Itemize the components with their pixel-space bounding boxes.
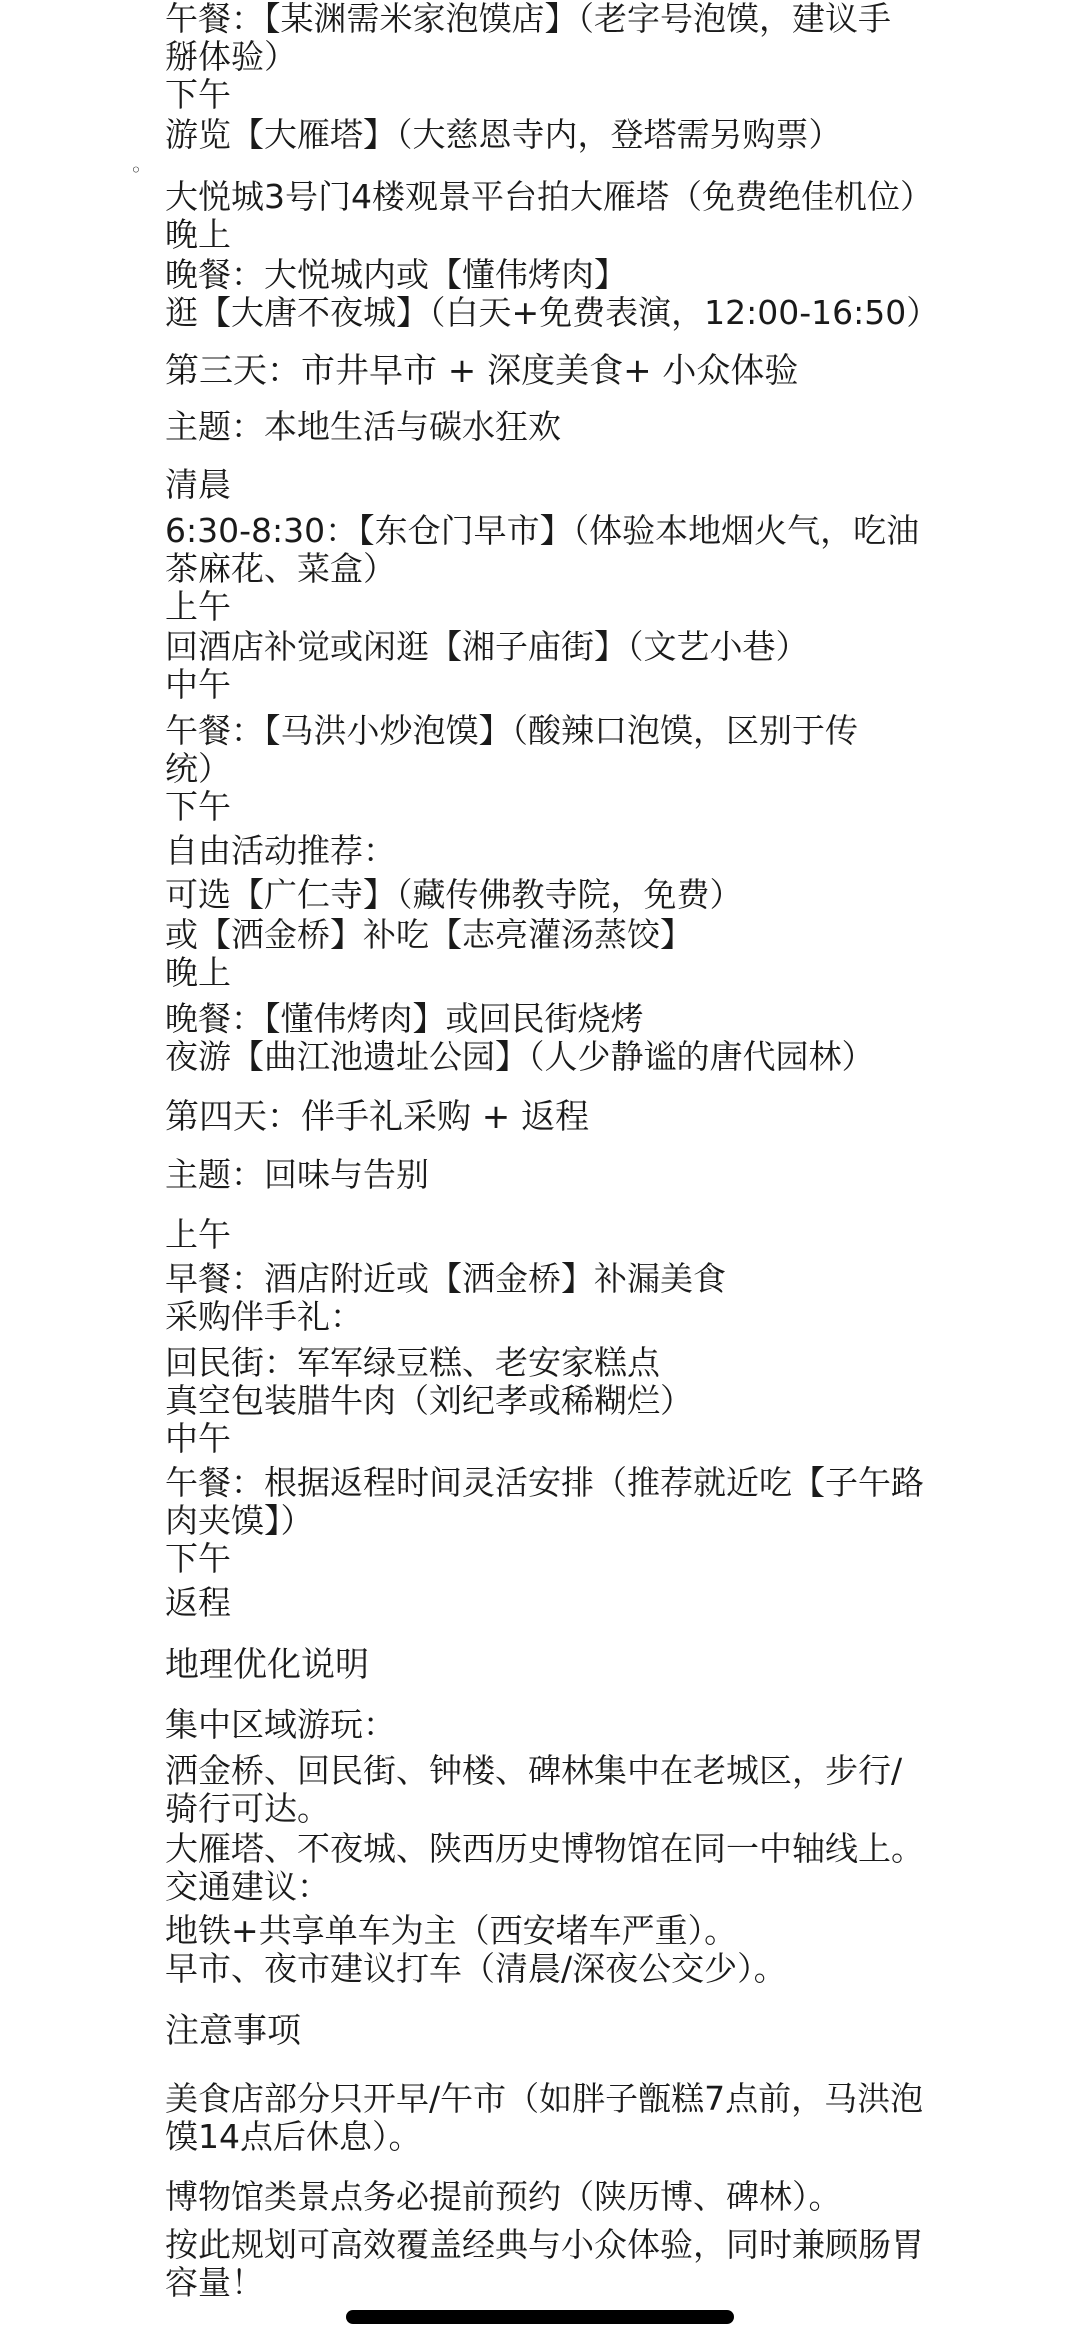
section-heading: 第三天：市井早市 + 深度美食+ 小众体验 bbox=[165, 351, 799, 391]
text-line: 中午 bbox=[165, 1419, 231, 1458]
text-line: 清晨 bbox=[165, 465, 231, 504]
text-line: 逛【大唐不夜城】（白天+免费表演，12:00-16:50） bbox=[165, 293, 940, 332]
text-line: 主题：本地生活与碳水狂欢 bbox=[165, 407, 561, 446]
text-line: 博物馆类景点务必提前预约（陕历博、碑林）。 bbox=[165, 2177, 842, 2216]
bullet-icon: ◦ bbox=[130, 158, 142, 182]
text-line: 或【洒金桥】补吃【志亮灌汤蒸饺】 bbox=[165, 915, 693, 954]
text-line: 晚餐：大悦城内或【懂伟烤肉】 bbox=[165, 255, 627, 294]
home-indicator[interactable] bbox=[346, 2310, 734, 2324]
text-line: 午餐：根据返程时间灵活安排（推荐就近吃【子午路 bbox=[165, 1463, 924, 1502]
text-line: 早市、夜市建议打车（清晨/深夜公交少）。 bbox=[165, 1949, 787, 1988]
text-line: 美食店部分只开早/午市（如胖子甑糕7点前，马洪泡 bbox=[165, 2079, 924, 2118]
text-line: 早餐：酒店附近或【洒金桥】补漏美食 bbox=[165, 1259, 726, 1298]
text-line: 游览【大雁塔】（大慈恩寺内，登塔需另购票） bbox=[165, 115, 842, 154]
text-line: 午餐：【某渊需米家泡馍店】（老字号泡馍，建议手 bbox=[165, 0, 891, 38]
text-line: 掰体验） bbox=[165, 37, 297, 76]
section-heading: 地理优化说明 bbox=[165, 1645, 369, 1685]
text-line: 大雁塔、不夜城、陕西历史博物馆在同一中轴线上。 bbox=[165, 1829, 924, 1868]
text-line: 回酒店补觉或闲逛【湘子庙街】（文艺小巷） bbox=[165, 627, 809, 666]
text-line: 下午 bbox=[165, 787, 231, 826]
text-line: 洒金桥、回民街、钟楼、碑林集中在老城区，步行/ bbox=[165, 1751, 903, 1790]
text-line: 按此规划可高效覆盖经典与小众体验，同时兼顾肠胃 bbox=[165, 2225, 924, 2264]
text-line: 夜游【曲江池遗址公园】（人少静谧的唐代园林） bbox=[165, 1037, 875, 1076]
text-line: 中午 bbox=[165, 665, 231, 704]
text-line: 6:30-8:30：【东仓门早市】（体验本地烟火气，吃油 bbox=[165, 511, 920, 550]
text-line: 真空包装腊牛肉（刘纪孝或稀糊烂） bbox=[165, 1381, 693, 1420]
text-line: 肉夹馍】） bbox=[165, 1501, 314, 1540]
text-line: 茶麻花、菜盒） bbox=[165, 549, 396, 588]
text-line: 交通建议： bbox=[165, 1867, 330, 1906]
section-heading: 注意事项 bbox=[165, 2011, 301, 2051]
text-line: 可选【广仁寺】（藏传佛教寺院，免费） bbox=[165, 875, 743, 914]
text-line: 容量！ bbox=[165, 2263, 264, 2302]
text-line: 地铁+共享单车为主（西安堵车严重）。 bbox=[165, 1911, 738, 1950]
text-line: 回民街：军军绿豆糕、老安家糕点 bbox=[165, 1343, 660, 1382]
text-line: 自由活动推荐： bbox=[165, 831, 396, 870]
text-line: 大悦城3号门4楼观景平台拍大雁塔（免费绝佳机位） bbox=[165, 177, 933, 216]
text-line: 下午 bbox=[165, 75, 231, 114]
text-line: 下午 bbox=[165, 1539, 231, 1578]
text-line: 骑行可达。 bbox=[165, 1789, 330, 1828]
text-line: 晚餐：【懂伟烤肉】或回民街烧烤 bbox=[165, 999, 644, 1038]
section-heading: 第四天：伴手礼采购 + 返程 bbox=[165, 1097, 590, 1137]
text-line: 上午 bbox=[165, 1215, 231, 1254]
text-line: 采购伴手礼： bbox=[165, 1297, 363, 1336]
text-line: 返程 bbox=[165, 1583, 231, 1622]
text-line: 晚上 bbox=[165, 215, 231, 254]
text-line: 主题：回味与告别 bbox=[165, 1155, 429, 1194]
text-line: 晚上 bbox=[165, 953, 231, 992]
text-line: 集中区域游玩： bbox=[165, 1705, 396, 1744]
text-line: 统） bbox=[165, 749, 231, 788]
text-line: 上午 bbox=[165, 587, 231, 626]
text-line: 午餐：【马洪小炒泡馍】（酸辣口泡馍，区别于传 bbox=[165, 711, 858, 750]
text-line: 馍14点后休息）。 bbox=[165, 2117, 422, 2156]
